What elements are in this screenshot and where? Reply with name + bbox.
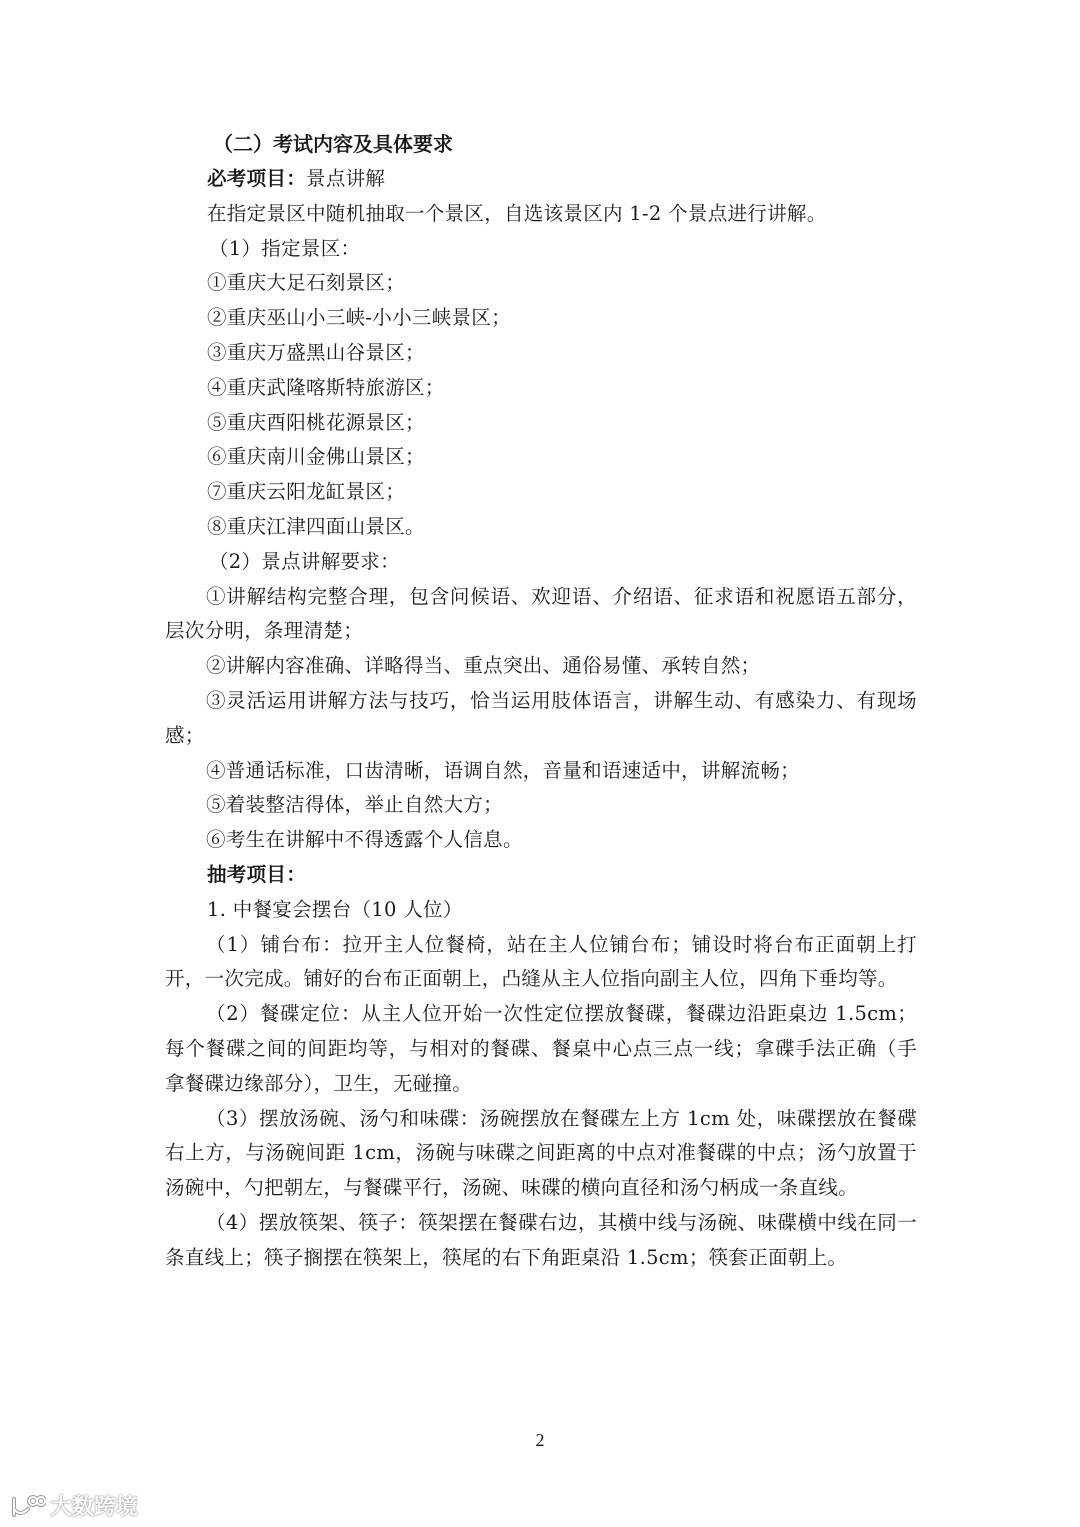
requirement-item: ⑥考生在讲解中不得透露个人信息。 <box>205 828 523 852</box>
requirement-item: ⑤着装整洁得体，举止自然大方； <box>205 793 503 817</box>
scenic-area-item: ④重庆武隆喀斯特旅游区； <box>207 375 445 399</box>
scenic-area-list <box>165 266 917 544</box>
scenic-area-item: ③重庆万盛黑山谷景区； <box>207 340 425 364</box>
optional-step: （3）摆放汤碗、汤勺和味碟：汤碗摆放在餐碟左上方 1cm 处，味碟摆放在餐碟右上方，与汤碗间距 1cm，汤碗与味碟之间距离的中点对准餐碟的中点；汤勺放置于汤碗中，勺把朝左，与餐碟平行，汤碗、味碟的横向直径和汤勺柄成一条直线。 <box>165 1106 917 1200</box>
required-intro: 在指定景区中随机抽取一个景区，自选该景区内 1-2 个景点进行讲解。 <box>207 201 827 225</box>
scenic-heading: （1）指定景区： <box>209 236 361 260</box>
scenic-area-item: ②重庆巫山小三峡-小小三峡景区； <box>207 306 511 330</box>
requirement-item: ②讲解内容准确、详略得当、重点突出、通俗易懂、承转自然； <box>205 654 761 678</box>
scenic-area-item: ⑤重庆酉阳桃花源景区； <box>207 410 425 434</box>
optional-item-title: 1. 中餐宴会摆台（10 人位） <box>207 897 463 921</box>
scenic-area-item: ⑧重庆江津四面山景区。 <box>207 514 425 538</box>
required-item-heading <box>165 162 917 197</box>
watermark <box>8 1490 138 1521</box>
k100-logo-icon <box>8 1493 46 1519</box>
scenic-area-item: ⑥重庆南川金佛山景区； <box>207 445 425 469</box>
optional-step: （1）铺台布：拉开主人位餐椅，站在主人位铺台布；铺设时将台布正面朝上打开，一次完成。铺好的台布正面朝上，凸缝从主人位指向副主人位，四角下垂均等。 <box>165 932 917 991</box>
requirement-item: ①讲解结构完整合理，包含问候语、欢迎语、介绍语、征求语和祝愿语五部分，层次分明，条理清楚； <box>165 584 917 643</box>
watermark-text: 大数跨境 <box>50 1495 139 1520</box>
section-title: （二）考试内容及具体要求 <box>213 132 453 156</box>
requirements-heading: （2）景点讲解要求： <box>209 549 400 573</box>
required-title: 景点讲解 <box>306 167 386 190</box>
scenic-area-item: ⑦重庆云阳龙缸景区； <box>207 480 406 504</box>
optional-steps-list <box>165 928 917 1276</box>
requirement-item: ③灵活运用讲解方法与技巧，恰当运用肢体语言，讲解生动、有感染力、有现场感； <box>165 688 917 747</box>
requirements-list <box>165 580 917 858</box>
scenic-area-item: ①重庆大足石刻景区； <box>207 271 406 295</box>
required-label: 必考项目： <box>207 167 307 190</box>
optional-label: 抽考项目： <box>207 862 307 886</box>
requirement-item: ④普通话标准，口齿清晰，语调自然，音量和语速适中，讲解流畅； <box>205 758 800 782</box>
document-content <box>165 126 917 1276</box>
optional-step: （2）餐碟定位：从主人位开始一次性定位摆放餐碟，餐碟边沿距桌边 1.5cm；每个餐碟之间的间距均等，与相对的餐碟、餐桌中心点三点一线；拿碟手法正确（手拿餐碟边缘部分），卫生，无碰撞。 <box>165 1002 917 1095</box>
optional-step: （4）摆放筷架、筷子：筷架摆在餐碟右边，其横中线与汤碗、味碟横中线在同一条直线上；筷子搁摆在筷架上，筷尾的右下角距桌沿 1.5cm；筷套正面朝上。 <box>165 1210 917 1269</box>
page-number: 2 <box>535 1430 545 1450</box>
